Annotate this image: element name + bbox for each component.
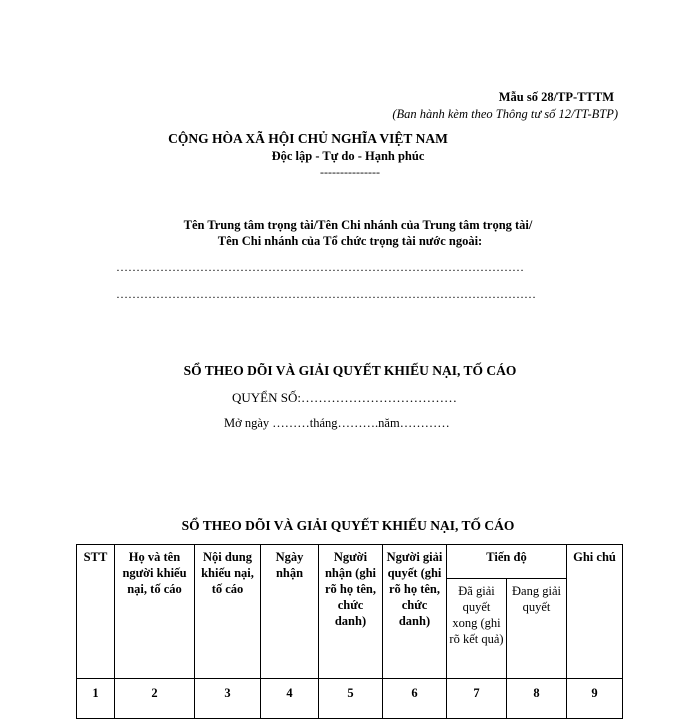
national-title: CỘNG HÒA XÃ HỘI CHỦ NGHĨA VIỆT NAM bbox=[168, 131, 448, 146]
national-motto: Độc lập - Tự do - Hạnh phúc bbox=[271, 149, 425, 163]
form-code: Mẫu số 28/TP-TTTM bbox=[498, 90, 614, 104]
header-date-received: Ngày nhận bbox=[261, 545, 319, 679]
column-number: 2 bbox=[115, 679, 195, 719]
organization-label-line1: Tên Trung tâm trọng tài/Tên Chi nhánh của Trung tâm trọng tài/ bbox=[183, 218, 533, 232]
column-number: 9 bbox=[567, 679, 623, 719]
header-receiver: Người nhận (ghi rõ họ tên, chức danh) bbox=[319, 545, 383, 679]
form-issued-note: (Ban hành kèm theo Thông tư số 12/TT-BTP) bbox=[392, 107, 618, 121]
column-number: 8 bbox=[507, 679, 567, 719]
header-name: Họ và tên người khiếu nại, tố cáo bbox=[115, 545, 195, 679]
book-volume-field[interactable]: QUYỂN SỐ:……………………………… bbox=[232, 390, 457, 405]
column-number: 4 bbox=[261, 679, 319, 719]
book-opened-date-field[interactable]: Mở ngày ………tháng……….năm………… bbox=[224, 416, 450, 430]
header-note: Ghi chú bbox=[567, 545, 623, 679]
column-number: 6 bbox=[383, 679, 447, 719]
column-number: 5 bbox=[319, 679, 383, 719]
header-progress: Tiến độ bbox=[447, 545, 567, 579]
column-number: 7 bbox=[447, 679, 507, 719]
table-number-row bbox=[77, 679, 623, 719]
header-resolver: Người giải quyết (ghi rõ họ tên, chức danh) bbox=[383, 545, 447, 679]
table-header-row bbox=[77, 545, 623, 579]
organization-label-line2: Tên Chi nhánh của Tổ chức trọng tài nước ngoài: bbox=[217, 234, 483, 248]
column-number: 1 bbox=[77, 679, 115, 719]
organization-blank-line2[interactable]: …………………………………………………………………………………………… bbox=[116, 287, 536, 301]
table-title: SỔ THEO DÕI VÀ GIẢI QUYẾT KHIẾU NẠI, TỐ CÁO bbox=[181, 518, 515, 533]
column-number: 3 bbox=[195, 679, 261, 719]
header-content: Nội dung khiếu nại, tố cáo bbox=[195, 545, 261, 679]
header-resolved: Đã giải quyết xong (ghi rõ kết quả) bbox=[447, 579, 507, 679]
organization-blank-line1[interactable]: ………………………………………………………………………………………… bbox=[116, 260, 524, 274]
complaint-log-table bbox=[76, 544, 623, 719]
header-pending: Đang giải quyết bbox=[507, 579, 567, 679]
book-title: SỔ THEO DÕI VÀ GIẢI QUYẾT KHIẾU NẠI, TỐ CÁO bbox=[183, 363, 517, 378]
header-stt: STT bbox=[77, 545, 115, 679]
motto-underline: --------------- bbox=[320, 165, 380, 179]
